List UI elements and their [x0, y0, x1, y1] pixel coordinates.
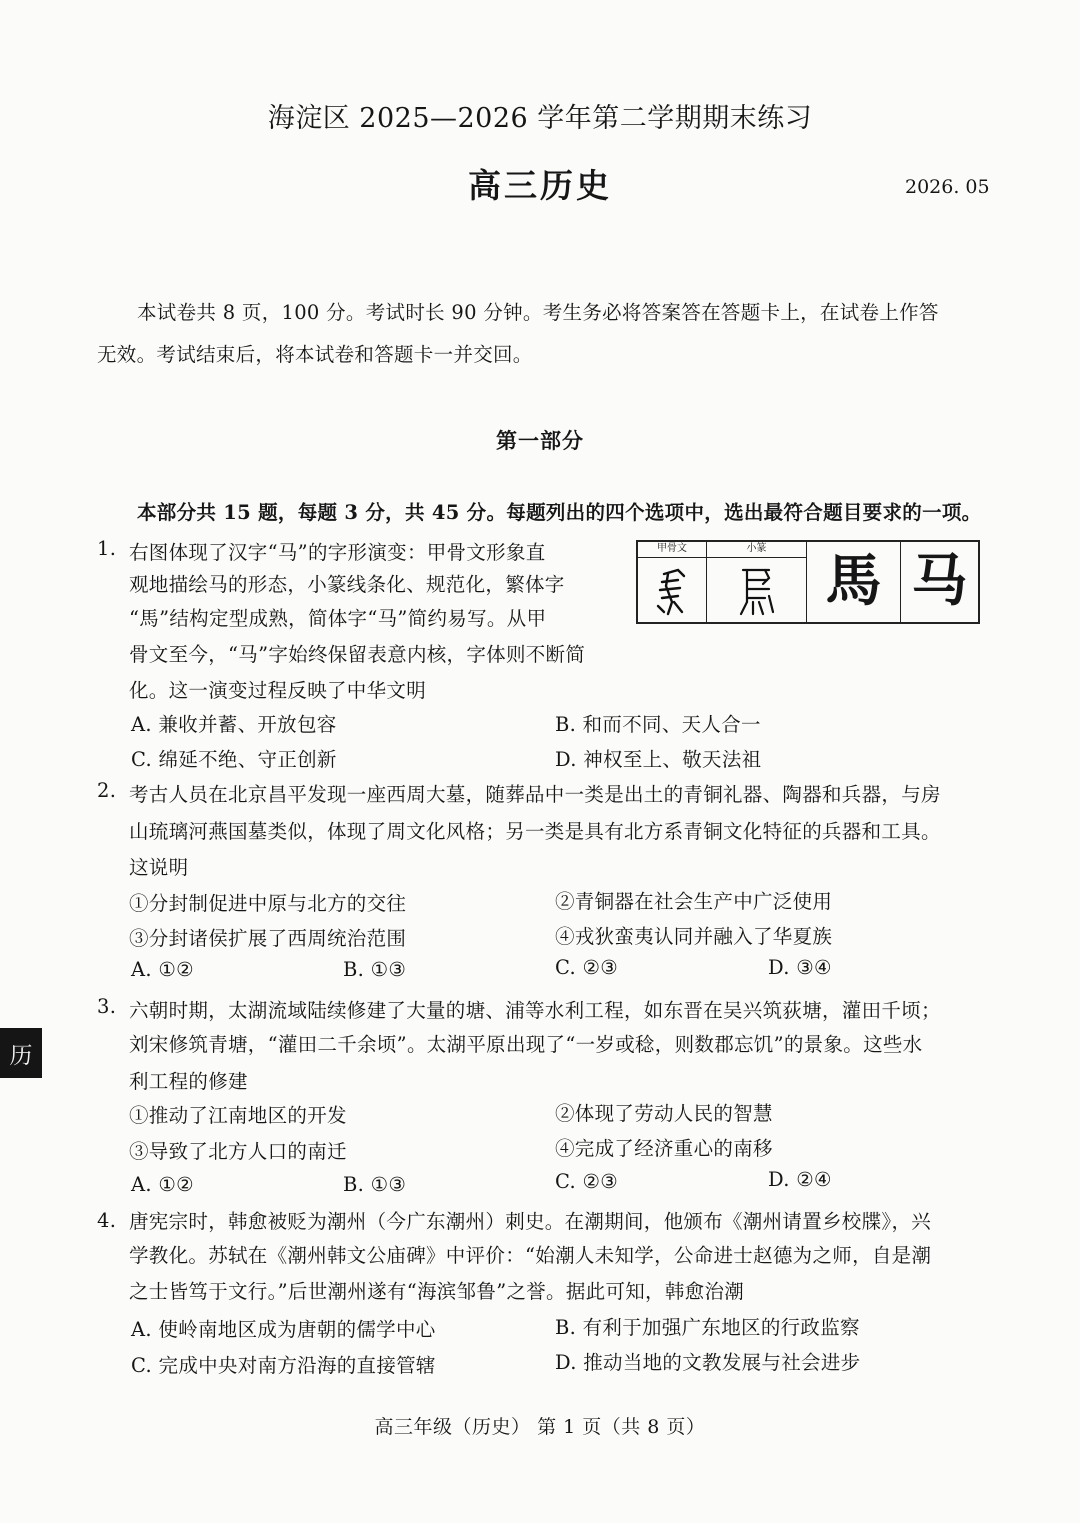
option-c: C. 完成中央对南方沿海的直接管辖: [131, 1354, 436, 1377]
option-a: A. ①②: [131, 958, 194, 981]
statement: ②青铜器在社会生产中广泛使用: [555, 890, 833, 913]
simplified-horse-glyph: 马: [911, 549, 968, 614]
question-stem-line: 右图体现了汉字“马”的字形演变：甲骨文形象直: [129, 541, 546, 564]
option-a: A. 使岭南地区成为唐朝的儒学中心: [131, 1318, 436, 1341]
option-d: D. 推动当地的文教发展与社会进步: [555, 1351, 861, 1374]
exam-title: 海淀区 2025—2026 学年第二学期期末练习: [267, 103, 813, 134]
option-c: C. ②③: [555, 1170, 619, 1193]
question-number: 4.: [97, 1209, 117, 1232]
question-stem-line: 之士皆笃于文行。”后世潮州遂有“海滨邹鲁”之誉。据此可知，韩愈治潮: [129, 1280, 745, 1303]
question-stem-line: 化。这一演变过程反映了中华文明: [129, 679, 427, 702]
option-d: D. 神权至上、敬天法祖: [555, 748, 762, 771]
figure-header: 小篆: [707, 542, 806, 558]
statement: ②体现了劳动人民的智慧: [555, 1102, 773, 1125]
question-stem-line: “馬”结构定型成熟，简体字“马”简约易写。从甲: [129, 607, 547, 630]
character-evolution-figure: [636, 540, 980, 624]
option-c: C. ②③: [555, 956, 619, 979]
question-stem-line: 六朝时期，太湖流域陆续修建了大量的塘、浦等水利工程，如东晋在吴兴筑荻塘，灌田千顷；: [129, 999, 941, 1022]
question-number: 3.: [97, 995, 117, 1018]
figure-cell-traditional: [807, 542, 901, 622]
part-description: 本部分共 15 题，每题 3 分，共 45 分。每题列出的四个选项中，选出最符合题目要求的一项。: [137, 501, 982, 524]
question-stem-line: 刘宋修筑青塘，“灌田二千余顷”。太湖平原出现了“一岁或稔，则数郡忘饥”的景象。这些水: [129, 1033, 923, 1056]
part-title: 第一部分: [496, 428, 584, 453]
instructions-line-1: 本试卷共 8 页，100 分。考试时长 90 分钟。考生务必将答案答在答题卡上，在试卷上作答: [137, 301, 939, 324]
statement: ④戎狄蛮夷认同并融入了华夏族: [555, 925, 833, 948]
question-stem-line: 利工程的修建: [129, 1070, 248, 1093]
instructions-line-2: 无效。考试结束后，将本试卷和答题卡一并交回。: [97, 343, 533, 366]
small-seal-horse-icon: [707, 562, 807, 620]
option-d: D. ③④: [768, 956, 832, 979]
option-c: C. 绵延不绝、守正创新: [131, 748, 337, 771]
option-b: B. ①③: [343, 958, 407, 981]
statement: ①分封制促进中原与北方的交往: [129, 892, 407, 915]
statement: ④完成了经济重心的南移: [555, 1137, 773, 1160]
option-d: D. ②④: [768, 1168, 832, 1191]
exam-date: 2026. 05: [905, 176, 990, 198]
question-stem-line: 唐宪宗时，韩愈被贬为潮州（今广东潮州）刺史。在潮期间，他颁布《潮州请置乡校牒》，兴: [129, 1210, 932, 1233]
page-footer: 高三年级（历史） 第 1 页（共 8 页）: [374, 1416, 706, 1438]
figure-cell-simplified: [901, 542, 978, 622]
question-stem-line: 这说明: [129, 856, 189, 879]
question-number: 2.: [97, 779, 117, 802]
question-number: 1.: [97, 537, 117, 560]
oracle-bone-horse-icon: [638, 562, 707, 620]
question-stem-line: 学教化。苏轼在《潮州韩文公庙碑》中评价：“始潮人未知学，公命进士赵德为之师，自是潮: [129, 1244, 932, 1267]
statement: ①推动了江南地区的开发: [129, 1104, 347, 1127]
option-b: B. ①③: [343, 1173, 407, 1196]
option-b: B. 和而不同、天人合一: [555, 713, 761, 736]
question-stem-line: 山琉璃河燕国墓类似，体现了周文化风格；另一类是具有北方系青铜文化特征的兵器和工具。: [129, 820, 941, 843]
figure-cell-small-seal: [707, 542, 807, 622]
option-b: B. 有利于加强广东地区的行政监察: [555, 1316, 860, 1339]
figure-cell-oracle-bone: [638, 542, 707, 622]
subject-title: 高三历史: [468, 166, 612, 205]
statement: ③导致了北方人口的南迁: [129, 1140, 347, 1163]
option-a: A. ①②: [131, 1173, 194, 1196]
statement: ③分封诸侯扩展了西周统治范围: [129, 927, 407, 950]
question-stem-line: 骨文至今，“马”字始终保留表意内核，字体则不断简: [129, 643, 586, 666]
question-stem-line: 观地描绘马的形态，小篆线条化、规范化，繁体字: [129, 573, 565, 596]
figure-header: 甲骨文: [638, 542, 706, 558]
subject-side-tab: 历: [0, 1028, 42, 1078]
option-a: A. 兼收并蓄、开放包容: [131, 713, 337, 736]
traditional-horse-glyph: 馬: [825, 549, 882, 614]
question-stem-line: 考古人员在北京昌平发现一座西周大墓，随葬品中一类是出土的青铜礼器、陶器和兵器，与房: [129, 783, 941, 806]
